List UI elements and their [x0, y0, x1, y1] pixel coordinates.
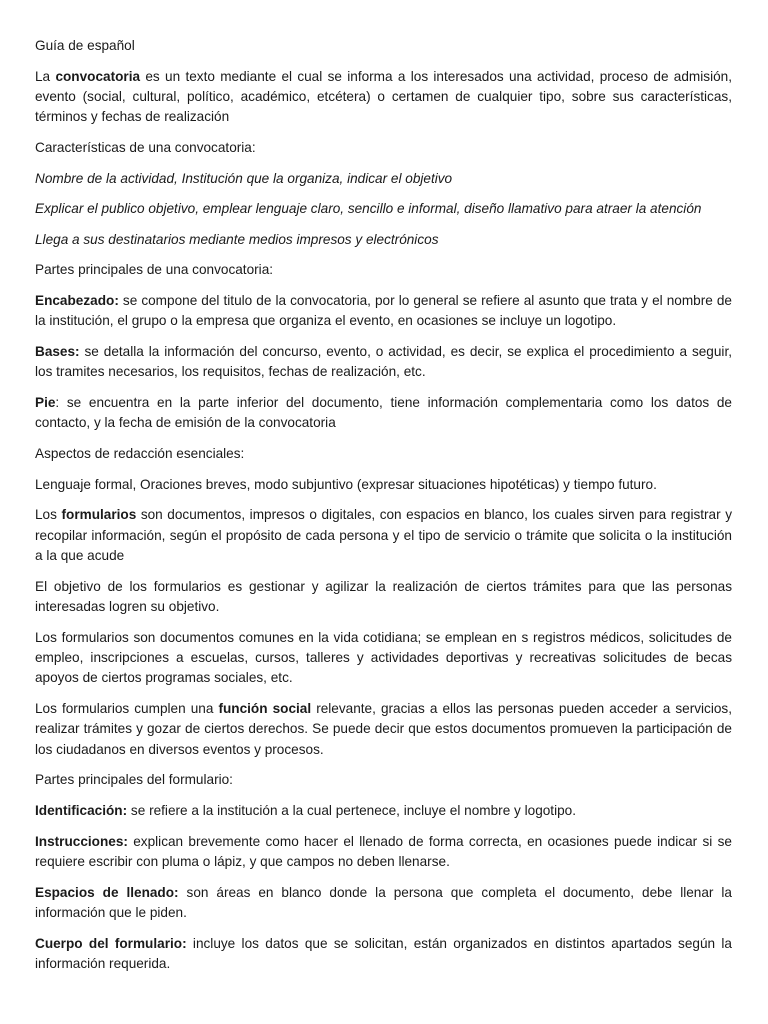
identificacion-text: se refiere a la institución a la cual pertenece, incluye el nombre y logotipo. [127, 802, 577, 818]
term-instrucciones: Instrucciones: [35, 833, 128, 849]
encabezado-text: se compone del titulo de la convocatoria, por lo general se refiere al asunto que trata y el nombre de la institución, el grupo o la empresa que organiza el evento, en ocasiones se incluye un logotipo. [35, 292, 732, 329]
document-page [35, 36, 732, 985]
parte-espacios-llenado [35, 883, 732, 924]
pie-text: : se encuentra en la parte inferior del documento, tiene información complementaria como los datos de contacto, y la fecha de emisión de la convocatoria [35, 394, 732, 431]
partes-convocatoria-heading: Partes principales de una convocatoria: [35, 262, 274, 278]
funcion-prefix: Los formularios cumplen una [35, 700, 219, 716]
formularios-definition [35, 505, 732, 566]
espacios-llenado-text: son áreas en blanco donde la persona que completa el documento, debe llenar la información que le piden. [35, 884, 732, 920]
parte-cuerpo-formulario [35, 934, 732, 975]
term-identificacion: Identificación: [35, 802, 128, 818]
funcion-text: relevante, gracias a ellos las personas pueden acceder a servicios, realizar trámites y gozar de ciertos derechos. Se puede decir que estos documentos promueven la participación de los ciudadanos en diversos eventos y procesos. [35, 700, 732, 757]
term-funcion-social: función social [218, 700, 312, 716]
instrucciones-text: explican brevemente como hacer el llenado de forma correcta, en ocasiones puede indicar si se requiere escribir con pluma o lápiz, y que campos no deben llenarse. [35, 833, 732, 869]
caracteristica-item: Nombre de la actividad, Institución que la organiza, indicar el objetivo [35, 170, 453, 186]
formularios-prefix: Los [35, 507, 62, 523]
term-encabezado: Encabezado: [35, 292, 119, 308]
parte-bases [35, 342, 732, 383]
term-convocatoria: convocatoria [55, 68, 141, 84]
convocatoria-definition [35, 67, 732, 128]
objetivo-paragraph: El objetivo de los formularios es gestionar y agilizar la realización de ciertos trámites para que las personas interesadas logren su objetivo. [35, 578, 732, 614]
formularios-text: son documentos, impresos o digitales, con espacios en blanco, los cuales sirven para registrar y recopilar información, según el propósito de cada persona y el tipo de servicio o trámite que solicita o la institución a la que acude [35, 507, 732, 563]
caracteristica-item: Llega a sus destinatarios mediante medios impresos y electrónicos [35, 231, 439, 247]
cuerpo-formulario-text: incluye los datos que se solicitan, están organizados en distintos apartados según la información requerida. [35, 935, 732, 971]
intro-prefix: La [35, 68, 56, 84]
partes-formulario-heading: Partes principales del formulario: [35, 772, 233, 788]
term-formularios: formularios [61, 507, 137, 523]
bases-text: se detalla la información del concurso, evento, o actividad, es decir, se explica el procedimiento a seguir, los tramites necesarios, los requisitos, fechas de realización, etc. [35, 343, 732, 380]
parte-pie [35, 393, 732, 434]
term-espacios-llenado: Espacios de llenado: [35, 884, 179, 900]
aspectos-text: Lenguaje formal, Oraciones breves, modo subjuntivo (expresar situaciones hipotéticas) y tiempo futuro. [35, 476, 657, 492]
funcion-social-paragraph [35, 699, 732, 760]
document-title: Guía de español [35, 38, 135, 53]
term-pie: Pie [35, 394, 56, 410]
term-bases: Bases: [35, 343, 80, 359]
parte-identificacion [35, 801, 732, 821]
comunes-paragraph: Los formularios son documentos comunes en la vida cotidiana; se emplean en s registros médicos, solicitudes de empleo, inscripciones a escuelas, cursos, talleres y actividades deportivas y recreativas solicitudes de becas apoyos de ciertos programas sociales, etc. [35, 629, 732, 686]
caracteristica-item: Explicar el publico objetivo, emplear lenguaje claro, sencillo e informal, diseño llamativo para atraer la atención [35, 201, 702, 217]
parte-encabezado [35, 291, 732, 332]
parte-instrucciones [35, 832, 732, 873]
intro-text: es un texto mediante el cual se informa a los interesados una actividad, proceso de admisión, evento (social, cultural, político, académico, etcétera) o certamen de cualquier tipo, sobre sus características, términos y fechas de realización [35, 68, 732, 125]
aspectos-heading: Aspectos de redacción esenciales: [35, 445, 245, 461]
caracteristicas-heading: Características de una convocatoria: [35, 140, 256, 155]
term-cuerpo-formulario: Cuerpo del formulario: [35, 935, 187, 951]
